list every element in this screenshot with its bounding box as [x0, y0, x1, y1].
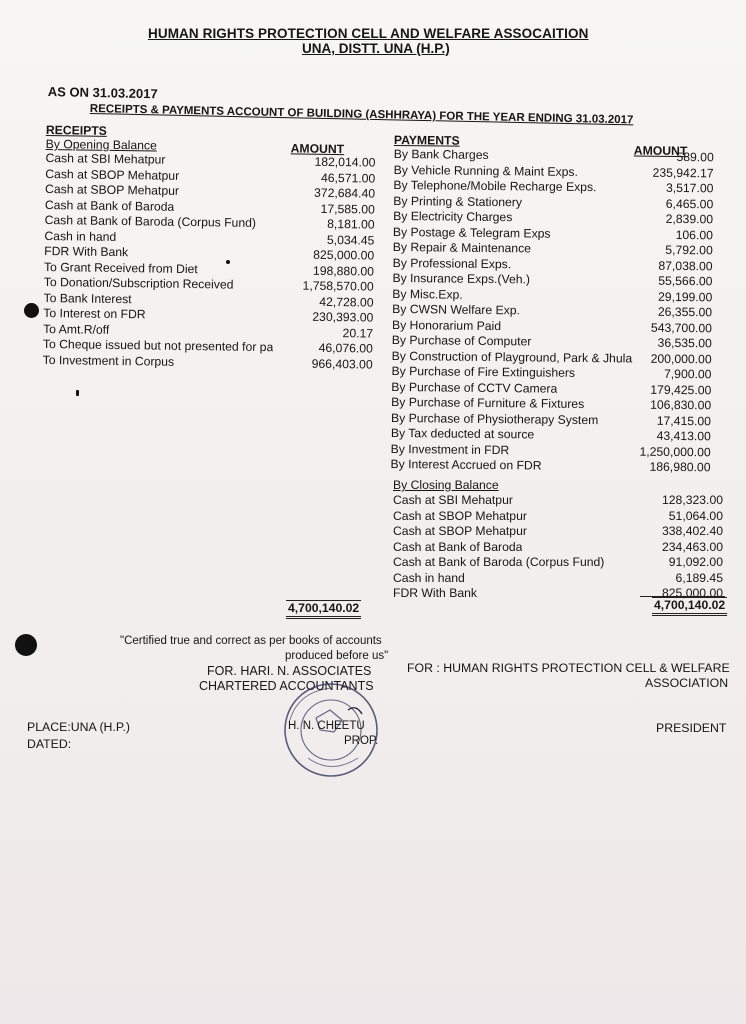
- closing-balance-section: [393, 478, 723, 602]
- receipts-section: [43, 124, 376, 373]
- president-label: PRESIDENT: [656, 721, 727, 735]
- ledger-row-amount: 7,900.00: [663, 366, 712, 382]
- ledger-row-amount: 55,566.00: [658, 273, 713, 289]
- ledger-row: [393, 509, 723, 525]
- ledger-row-label: Cash at SBI Mehatpur: [393, 493, 513, 507]
- ledger-row-label: Cash at Bank of Baroda: [44, 197, 175, 214]
- receipts-amount-heading: AMOUNT: [290, 141, 345, 157]
- auditor-firm: FOR. HARI. N. ASSOCIATES: [207, 664, 372, 678]
- payments-list: [390, 147, 713, 476]
- ledger-row-label: By Construction of Playground, Park & Jhula: [391, 348, 633, 366]
- ledger-row-amount: 543,700.00: [650, 320, 713, 335]
- certified-line-2: produced before us": [285, 650, 389, 662]
- ink-blot: [24, 303, 39, 318]
- ledger-row-amount: 338,402.40: [662, 524, 723, 538]
- ledger-row-amount: 51,064.00: [668, 508, 723, 523]
- closing-list: [393, 493, 723, 602]
- ledger-row-label: By Vehicle Running & Maint Exps.: [393, 162, 578, 179]
- ledger-row-amount: 966,403.00: [311, 356, 373, 372]
- ledger-row-amount: 235,942.17: [652, 165, 714, 180]
- ledger-row-label: By Tax deducted at source: [390, 425, 535, 442]
- ledger-row-amount: 17,415.00: [656, 413, 712, 428]
- ledger-row-amount: 179,425.00: [650, 382, 712, 397]
- ledger-row-label: By Postage & Telegram Exps: [392, 224, 551, 241]
- ledger-row: [393, 524, 723, 540]
- ledger-row-label: To Donation/Subscription Received: [43, 274, 234, 292]
- ledger-row-amount: 1,758,570.00: [302, 278, 374, 294]
- ledger-row-amount: 29,199.00: [657, 289, 713, 304]
- ledger-row-amount: 6,189.45: [675, 570, 723, 585]
- ledger-row-label: By Purchase of Furniture & Fixtures: [391, 394, 585, 412]
- ledger-row-amount: 1,250,000.00: [639, 444, 711, 459]
- ledger-row-label: By Purchase of Computer: [391, 332, 532, 349]
- ledger-row-amount: 17,585.00: [320, 201, 375, 217]
- ledger-row-amount: 128,323.00: [662, 493, 723, 507]
- ledger-row-label: By CWSN Welfare Exp.: [392, 301, 521, 318]
- payments-total: 4,700,140.02: [652, 597, 727, 616]
- ledger-row: [43, 352, 373, 372]
- statement-subtitle: RECEIPTS & PAYMENTS ACCOUNT OF BUILDING (ASHHRAYA) FOR THE YEAR ENDING 31.03.2017: [89, 103, 634, 127]
- ledger-row-amount: 186,980.00: [649, 459, 711, 475]
- ledger-row: [393, 493, 723, 509]
- stamp-prop: PROP.: [344, 735, 379, 747]
- receipts-list: [43, 151, 376, 373]
- ledger-row-amount: 106,830.00: [650, 397, 712, 413]
- ledger-row-amount: 589.00: [676, 149, 714, 165]
- ledger-row-amount: 43,413.00: [656, 428, 711, 444]
- ledger-row-label: Cash at SBOP Mehatpur: [393, 524, 527, 538]
- ledger-row-amount: 36,535.00: [657, 335, 712, 351]
- ledger-row-amount: 42,728.00: [319, 294, 374, 310]
- ledger-row-label: Cash at SBI Mehatpur: [45, 150, 166, 167]
- ledger-row-amount: 91,092.00: [668, 555, 723, 569]
- ledger-row-amount: 46,076.00: [318, 340, 373, 356]
- ledger-row-label: By Honorarium Paid: [391, 317, 502, 333]
- as-on-date: AS ON 31.03.2017: [47, 84, 158, 102]
- ledger-row-label: Cash at Bank of Baroda: [393, 539, 523, 554]
- ledger-row-amount: 198,880.00: [312, 263, 375, 279]
- punch-hole-mark: [15, 634, 37, 656]
- ledger-row-label: To Interest on FDR: [43, 305, 146, 322]
- closing-balance-label: By Closing Balance: [393, 478, 499, 492]
- ledger-row: [393, 555, 723, 571]
- stamp-name: H. N. CHEETU: [288, 720, 365, 732]
- opening-balance-label: By Opening Balance: [45, 136, 157, 153]
- org-title: HUMAN RIGHTS PROTECTION CELL AND WELFARE ASSOCAITION: [148, 26, 589, 41]
- ink-speck: [226, 260, 230, 264]
- ledger-row-label: By Printing & Stationery: [393, 193, 523, 209]
- org-signatory-line: FOR : HUMAN RIGHTS PROTECTION CELL & WELFARE: [407, 661, 730, 675]
- receipts-heading: RECEIPTS: [45, 123, 107, 138]
- ledger-row-label: To Investment in Corpus: [42, 352, 175, 369]
- ledger-row-amount: 8,181.00: [327, 216, 375, 232]
- ledger-row-label: By Purchase of Fire Extinguishers: [391, 363, 576, 380]
- ledger-row-label: By Repair & Maintenance: [392, 239, 532, 256]
- ledger-row-amount: 5,792.00: [665, 242, 713, 258]
- ledger-row-label: FDR With Bank: [44, 243, 129, 260]
- ledger-row-label: By Professional Exps.: [392, 255, 512, 271]
- ledger-row-amount: 3,517.00: [665, 180, 714, 196]
- ledger-row-label: To Amt.R/off: [43, 321, 110, 337]
- ledger-row-amount: 825,000.00: [313, 247, 375, 263]
- ledger-row-amount: 106.00: [675, 227, 714, 242]
- ledger-row: [390, 457, 710, 476]
- ledger-row-amount: 5,034.45: [326, 232, 375, 248]
- place-label: PLACE:UNA (H.P.): [27, 720, 130, 734]
- ledger-row-label: By Bank Charges: [393, 146, 489, 162]
- ledger-row-label: By Electricity Charges: [393, 208, 513, 225]
- ink-speck: [76, 390, 79, 396]
- ledger-row-label: Cash at SBOP Mehatpur: [44, 181, 180, 198]
- dated-label: DATED:: [27, 737, 72, 751]
- ledger-row-amount: 182,014.00: [314, 154, 376, 170]
- payments-amount-heading: AMOUNT: [633, 143, 688, 159]
- ledger-row-label: By Misc.Exp.: [392, 286, 463, 302]
- ledger-row: [393, 571, 723, 587]
- ledger-row-amount: 372,684.40: [313, 185, 376, 201]
- ledger-row-label: Cash at SBOP Mehatpur: [45, 166, 180, 183]
- ledger-row-label: Cash in hand: [393, 570, 465, 585]
- ledger-row-amount: 46,571.00: [320, 170, 376, 186]
- ledger-row-amount: 26,355.00: [657, 304, 713, 320]
- ledger-row-amount: 230,393.00: [312, 309, 374, 325]
- ledger-row-label: To Grant Received from Diet: [43, 259, 198, 276]
- ledger-row-amount: 20.17: [342, 325, 374, 341]
- auditor-designation: CHARTERED ACCOUNTANTS: [199, 679, 374, 693]
- ledger-row-amount: 200,000.00: [650, 351, 712, 366]
- ledger-row-label: By Insurance Exps.(Veh.): [392, 270, 531, 287]
- ledger-row-label: To Cheque issued but not presented for pa: [42, 336, 274, 355]
- ledger-row: [393, 540, 723, 556]
- ledger-row-label: Cash at Bank of Baroda (Corpus Fund): [393, 555, 605, 569]
- org-signatory-line-2: ASSOCIATION: [645, 676, 729, 690]
- total-rule: [640, 596, 725, 597]
- ledger-row-amount: 2,839.00: [665, 211, 714, 227]
- ledger-row-label: To Bank Interest: [43, 290, 132, 306]
- ledger-row-label: Cash at SBOP Mehatpur: [393, 508, 527, 523]
- ledger-row-amount: 234,463.00: [662, 539, 723, 554]
- receipts-total: 4,700,140.02: [286, 600, 361, 619]
- certified-line-1: "Certified true and correct as per books of accounts: [120, 635, 382, 647]
- ledger-row-amount: 825,000.00: [662, 586, 723, 600]
- ledger-row-label: By Telephone/Mobile Recharge Exps.: [393, 177, 597, 195]
- ledger-row-label: FDR With Bank: [393, 586, 477, 600]
- ledger-row-label: By Interest Accrued on FDR: [390, 456, 542, 473]
- ledger-row-amount: 87,038.00: [658, 258, 713, 273]
- ledger-row-label: By Investment in FDR: [390, 441, 510, 457]
- payments-heading: PAYMENTS: [393, 133, 460, 148]
- payments-section: [390, 133, 714, 476]
- ledger-row-amount: 6,465.00: [665, 196, 714, 211]
- ledger-row-label: Cash at Bank of Baroda (Corpus Fund): [44, 212, 257, 230]
- ledger-row-label: Cash in hand: [44, 228, 117, 244]
- org-location: UNA, DISTT. UNA (H.P.): [302, 41, 450, 56]
- ledger-row-label: By Purchase of Physiotherapy System: [390, 410, 599, 427]
- ledger-row-label: By Purchase of CCTV Camera: [391, 379, 558, 396]
